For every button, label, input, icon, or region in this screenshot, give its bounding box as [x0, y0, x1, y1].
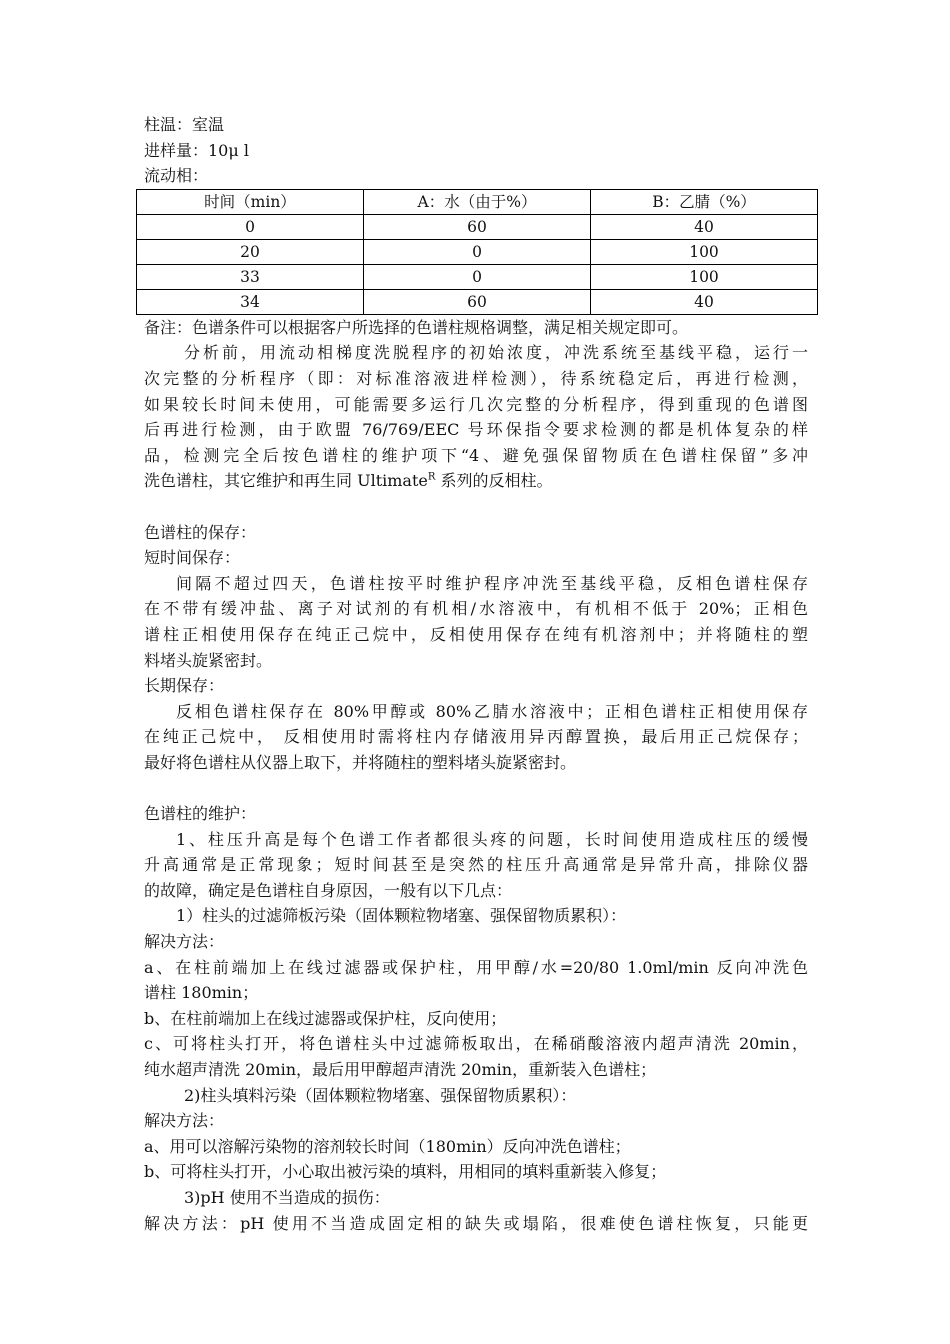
item2-title: 2)柱头填料污染（固体颗粒物堵塞、强保留物质累积）： [184, 1085, 577, 1105]
table-row [137, 239, 818, 264]
table-header-row [137, 189, 818, 214]
list-item: b、可将柱头打开，小心取出被污染的填料，用相同的填料重新装入修复； [144, 1162, 667, 1182]
paragraph-line: 料堵头旋紧密封。 [144, 650, 273, 670]
table-cell: 0 [364, 239, 591, 264]
paragraph-line: 次完整的分析程序（即：对标准溶液进样检测），待系统稳定后，再进行检测， [144, 368, 808, 388]
table-cell: 0 [364, 264, 591, 289]
paragraph-text: 系列的反相柱。 [435, 471, 553, 491]
table-cell: 0 [137, 214, 364, 239]
injection-volume: 进样量：10μ l [144, 140, 249, 160]
table-row [137, 264, 818, 289]
paragraph-line [144, 468, 808, 494]
paragraph-line: 反相色谱柱保存在 80%甲醇或 80%乙腈水溶液中；正相色谱柱正相使用保存 [176, 701, 808, 721]
table-cell: 40 [591, 289, 818, 314]
paragraph-line: 1、柱压升高是每个色谱工作者都很头疼的问题，长时间使用造成柱压的缓慢 [176, 829, 808, 849]
paragraph-line: 谱柱正相使用保存在纯正己烷中，反相使用保存在纯有机溶剂中；并将随柱的塑 [144, 624, 808, 644]
solution-label: 解决方法： [144, 932, 225, 952]
storage-heading: 色谱柱的保存： [144, 522, 257, 542]
paragraph-line: 升高通常是正常现象；短时间甚至是突然的柱压升高通常是异常升高，排除仪器 [144, 855, 808, 875]
paragraph-line: 在不带有缓冲盐、离子对试剂的有机相/水溶液中，有机相不低于 20%；正相色 [144, 599, 808, 619]
note: 备注：色谱条件可以根据客户所选择的色谱柱规格调整，满足相关规定即可。 [144, 317, 689, 337]
table-header-cell: A：水（由于%） [364, 189, 591, 214]
list-item: 解决方法：pH 使用不当造成固定相的缺失或塌陷，很难使色谱柱恢复，只能更 [144, 1213, 808, 1233]
paragraph-line: 最好将色谱柱从仪器上取下，并将随柱的塑料堵头旋紧密封。 [144, 752, 577, 772]
list-item: a、用可以溶解污染物的溶剂较长时间（180min）反向冲洗色谱柱； [144, 1136, 631, 1156]
column-temperature: 柱温：室温 [144, 115, 225, 134]
analysis-paragraph [144, 340, 808, 494]
maintenance-heading: 色谱柱的维护： [144, 804, 257, 824]
document-page [144, 112, 808, 1236]
table-cell: 100 [591, 239, 818, 264]
table-cell: 60 [364, 214, 591, 239]
table-cell: 100 [591, 264, 818, 289]
table-row [137, 289, 818, 314]
item3-title: 3)pH 使用不当造成的损伤： [184, 1187, 390, 1207]
list-item: c、可将柱头打开，将色谱柱头中过滤筛板取出，在稀硝酸溶液内超声清洗 20min， [144, 1034, 808, 1054]
registered-mark: R [427, 472, 436, 484]
mobile-phase-label: 流动相： [144, 166, 209, 186]
table-cell: 40 [591, 214, 818, 239]
short-term-heading: 短时间保存： [144, 548, 241, 568]
list-item: b、在柱前端加上在线过滤器或保护柱，反向使用； [144, 1008, 507, 1028]
gradient-table [136, 189, 818, 315]
table-cell: 20 [137, 239, 364, 264]
table-row [137, 214, 818, 239]
table-header-cell: B：乙腈（%） [591, 189, 818, 214]
paragraph-line: 在纯正己烷中， 反相使用时需将柱内存储液用异丙醇置换，最后用正己烷保存； [144, 727, 808, 747]
paragraph-line: 分析前，用流动相梯度洗脱程序的初始浓度，冲洗系统至基线平稳，运行一 [184, 343, 808, 363]
table-cell: 34 [137, 289, 364, 314]
long-term-heading: 长期保存： [144, 676, 225, 696]
list-item: a、在柱前端加上在线过滤器或保护柱，用甲醇/水=20/80 1.0ml/min 反向冲洗色 [144, 957, 808, 977]
list-item: 纯水超声清洗 20min，最后用甲醇超声清洗 20min，重新装入色谱柱； [144, 1060, 657, 1079]
paragraph-line: 后再进行检测，由于欧盟 76/769/EEC 号环保指令要求检测的都是机体复杂的样 [144, 420, 808, 440]
paragraph-line: 品，检测完全后按色谱柱的维护项下“4、避免强保留物质在色谱柱保留”多冲 [144, 445, 808, 465]
table-header-cell: 时间（min） [137, 189, 364, 214]
paragraph-text: 洗色谱柱，其它维护和再生同 Ultimate [144, 471, 428, 491]
table-cell: 33 [137, 264, 364, 289]
paragraph-line: 间隔不超过四天，色谱柱按平时维护程序冲洗至基线平稳，反相色谱柱保存 [176, 573, 808, 593]
table-cell: 60 [364, 289, 591, 314]
item1-title: 1）柱头的过滤筛板污染（固体颗粒物堵塞、强保留物质累积）： [176, 906, 627, 926]
list-item: 谱柱 180min； [144, 983, 259, 1003]
paragraph-line: 的故障，确定是色谱柱自身原因，一般有以下几点： [144, 880, 513, 900]
solution-label: 解决方法： [144, 1111, 225, 1131]
paragraph-line: 如果较长时间未使用，可能需要多运行几次完整的分析程序，得到重现的色谱图 [144, 394, 808, 414]
